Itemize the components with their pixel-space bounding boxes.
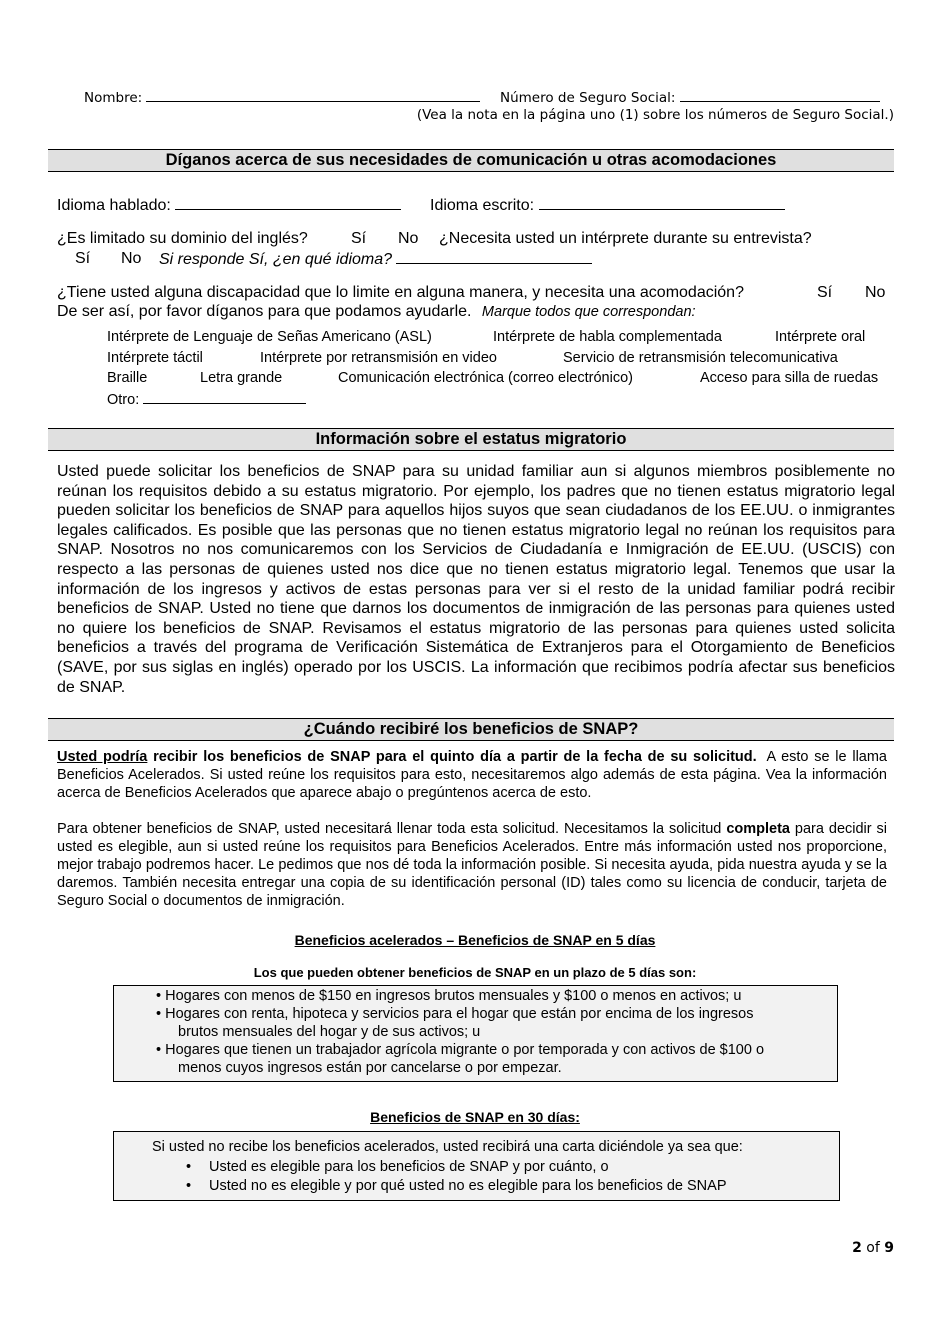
disability-followup-row: [57, 302, 696, 323]
expedited-item-continuation: brutos mensuales del hogar y de sus activos; u: [178, 1024, 481, 1040]
expedited-item-continuation: menos cuyos ingresos están por cancelarse o por empezar.: [178, 1060, 562, 1076]
disability-followup: De ser así, por favor díganos para que podamos ayudarle.: [57, 303, 472, 320]
option-large-print[interactable]: Letra grande: [200, 370, 283, 386]
thirty-day-item: •: [186, 1178, 192, 1194]
expedited-criteria-box: [113, 985, 838, 1082]
expedited-benefits-title: Beneficios acelerados – Beneficios de SNAP en 5 días: [294, 932, 656, 948]
written-language-row: [430, 195, 785, 216]
page-number: [852, 1240, 894, 1256]
mark-all-instruction: Marque todos que correspondan:: [481, 304, 696, 320]
english-question: ¿Es limitado su dominio del inglés?: [57, 230, 308, 247]
interpreter-no-option[interactable]: No: [121, 250, 142, 267]
expedited-intro-rest: A esto se le llama Beneficios Acelerados. Si usted reúne los requisitos para esto, necesitaremos algo además de esta página. Vea la información acerca de Beneficios Acelerados que aparece abajo o pregúntenos acerca de esto.: [57, 749, 888, 801]
thirty-day-item-text: Usted es elegible para los beneficios de SNAP y por cuánto, o: [209, 1159, 609, 1175]
written-language-input[interactable]: [539, 195, 785, 210]
interpreter-language-input[interactable]: [396, 249, 592, 264]
thirty-day-item: •: [186, 1159, 192, 1175]
option-cued-speech-interpreter[interactable]: Intérprete de habla complementada: [493, 329, 722, 345]
option-video-relay-interpreter[interactable]: Intérprete por retransmisión en video: [260, 350, 497, 366]
written-language-label: Idioma escrito:: [430, 197, 535, 214]
expedited-item: • Hogares con menos de $150 en ingresos brutos mensuales y $100 o menos en activos; u: [156, 988, 742, 1004]
option-email-communication[interactable]: Comunicación electrónica (correo electrónico): [338, 370, 633, 386]
complete-application-rest: para decidir si usted es elegible, aun si usted reúne los requisitos para Beneficios Acelerados. Entre más información usted nos proporcione, mejor trabajo podremos hacer. Le pedimos que nos dé toda la información posible. Si necesita ayuda, pida nuestra ayuda y se la daremos. También necesita entregar una copia de su identificación personal (ID) tales como su licencia de conducir, tarjeta de Seguro Social o documentos de inmigración.: [57, 821, 887, 909]
you-could-text: Usted podría: [57, 749, 148, 765]
section-title-communication: Díganos acerca de sus necesidades de comunicación u otras acomodaciones: [48, 149, 894, 172]
disability-question: ¿Tiene usted alguna discapacidad que lo limite en alguna manera, y necesita una acomodación?: [57, 284, 744, 301]
english-yes-option[interactable]: Sí: [351, 230, 367, 247]
page-total: 9: [884, 1240, 894, 1256]
ssn-field-row: [500, 87, 880, 106]
complete-application-paragraph: [57, 820, 887, 910]
option-tactile-interpreter[interactable]: Intérprete táctil: [107, 350, 203, 366]
interpreter-question: ¿Necesita usted un intérprete durante su entrevista?: [439, 230, 812, 247]
which-language-prompt: Si responde Sí, ¿en qué idioma?: [159, 251, 393, 268]
other-label: Otro:: [107, 392, 140, 408]
name-field-row: [84, 87, 480, 106]
thirty-day-item-text: Usted no es elegible y por qué usted no es elegible para los beneficios de SNAP: [209, 1178, 727, 1194]
other-accommodation-row: [107, 390, 306, 408]
english-no-option[interactable]: No: [398, 230, 419, 247]
spoken-language-row: [57, 195, 401, 216]
disability-yes-option[interactable]: Sí: [817, 284, 833, 301]
disability-no-option[interactable]: No: [865, 284, 886, 301]
complete-word: completa: [726, 821, 790, 837]
option-asl-interpreter[interactable]: Intérprete de Lenguaje de Señas Americano (ASL): [107, 329, 432, 345]
option-wheelchair-access[interactable]: Acceso para silla de ruedas: [700, 370, 879, 386]
spoken-language-input[interactable]: [175, 195, 401, 210]
option-oral-interpreter[interactable]: Intérprete oral: [775, 329, 866, 345]
option-telecom-relay-service[interactable]: Servicio de retransmisión telecomunicativa: [563, 350, 838, 366]
interpreter-language-row: [159, 249, 592, 270]
option-braille[interactable]: Braille: [107, 370, 148, 386]
spoken-language-label: Idioma hablado:: [57, 197, 171, 214]
name-input-line[interactable]: [146, 87, 480, 102]
complete-application-start: Para obtener beneficios de SNAP, usted necesitará llenar toda esta solicitud. Necesitamos la solicitud: [57, 821, 722, 837]
other-accommodation-input[interactable]: [143, 390, 306, 404]
expedited-eligible-subtitle: Los que pueden obtener beneficios de SNAP en un plazo de 5 días son:: [253, 965, 697, 980]
expedited-intro-paragraph: [57, 748, 887, 802]
thirty-day-box: [113, 1131, 840, 1201]
thirty-day-benefits-title: Beneficios de SNAP en 30 días:: [370, 1109, 580, 1125]
ssn-label: Número de Seguro Social:: [500, 90, 676, 106]
fifth-day-text: recibir los beneficios de SNAP para el quinto día a partir de la fecha de su solicitud.: [153, 749, 757, 765]
interpreter-yes-option[interactable]: Sí: [75, 250, 91, 267]
immigration-body: Usted puede solicitar los beneficios de SNAP para su unidad familiar aun si algunos miembros posiblemente no reúnan los requisitos debido a su estatus migratorio. Por ejemplo, los padres que no tienen estatus migratorio legal pueden solicitar los beneficios de SNAP para aquellos hijos suyos que sean ciudadanos de los EE.UU. o inmigrantes legales calificados. Es posible que las personas que no tienen estatus migratorio legal no reúnan los requisitos para SNAP. Nosotros no nos comunicaremos con los Servicios de Ciudadanía e Inmigración de EE.UU. (USCIS) con respecto a las personas de quienes usted nos dice que no tienen estatus migratorio legal. Tenemos que usar la información de los ingresos y activos de estas personas para ver si el resto de la unidad familiar podrá recibir beneficios de SNAP. Usted no tiene que darnos los documentos de inmigración de las personas para quienes usted no quiere los beneficios de SNAP. Revisamos el estatus migratorio de las personas para quienes usted solicita beneficios a través del programa de Verificación Sistemática de Extranjeros para el Otorgamiento de Beneficios (SAVE, por sus siglas en inglés) operado por los USCIS. La información que recibimos podría afectar sus beneficios de SNAP.: [57, 463, 895, 696]
name-label: Nombre:: [84, 90, 143, 106]
ssn-note: (Vea la nota en la página uno (1) sobre los números de Seguro Social.): [416, 107, 894, 123]
expedited-item: • Hogares que tienen un trabajador agrícola migrante o por temporada y con activos de $100 o: [156, 1042, 765, 1058]
page-current: 2: [852, 1240, 862, 1256]
thirty-day-intro: Si usted no recibe los beneficios acelerados, usted recibirá una carta diciéndole ya sea que:: [152, 1139, 743, 1155]
section-title-when: ¿Cuándo recibiré los beneficios de SNAP?: [48, 718, 894, 741]
section-title-immigration: Información sobre el estatus migratorio: [48, 428, 894, 451]
expedited-item: • Hogares con renta, hipoteca y servicios para el hogar que están por encima de los ingresos: [156, 1006, 754, 1022]
ssn-input-line[interactable]: [680, 87, 880, 102]
page-of: of: [866, 1240, 880, 1256]
